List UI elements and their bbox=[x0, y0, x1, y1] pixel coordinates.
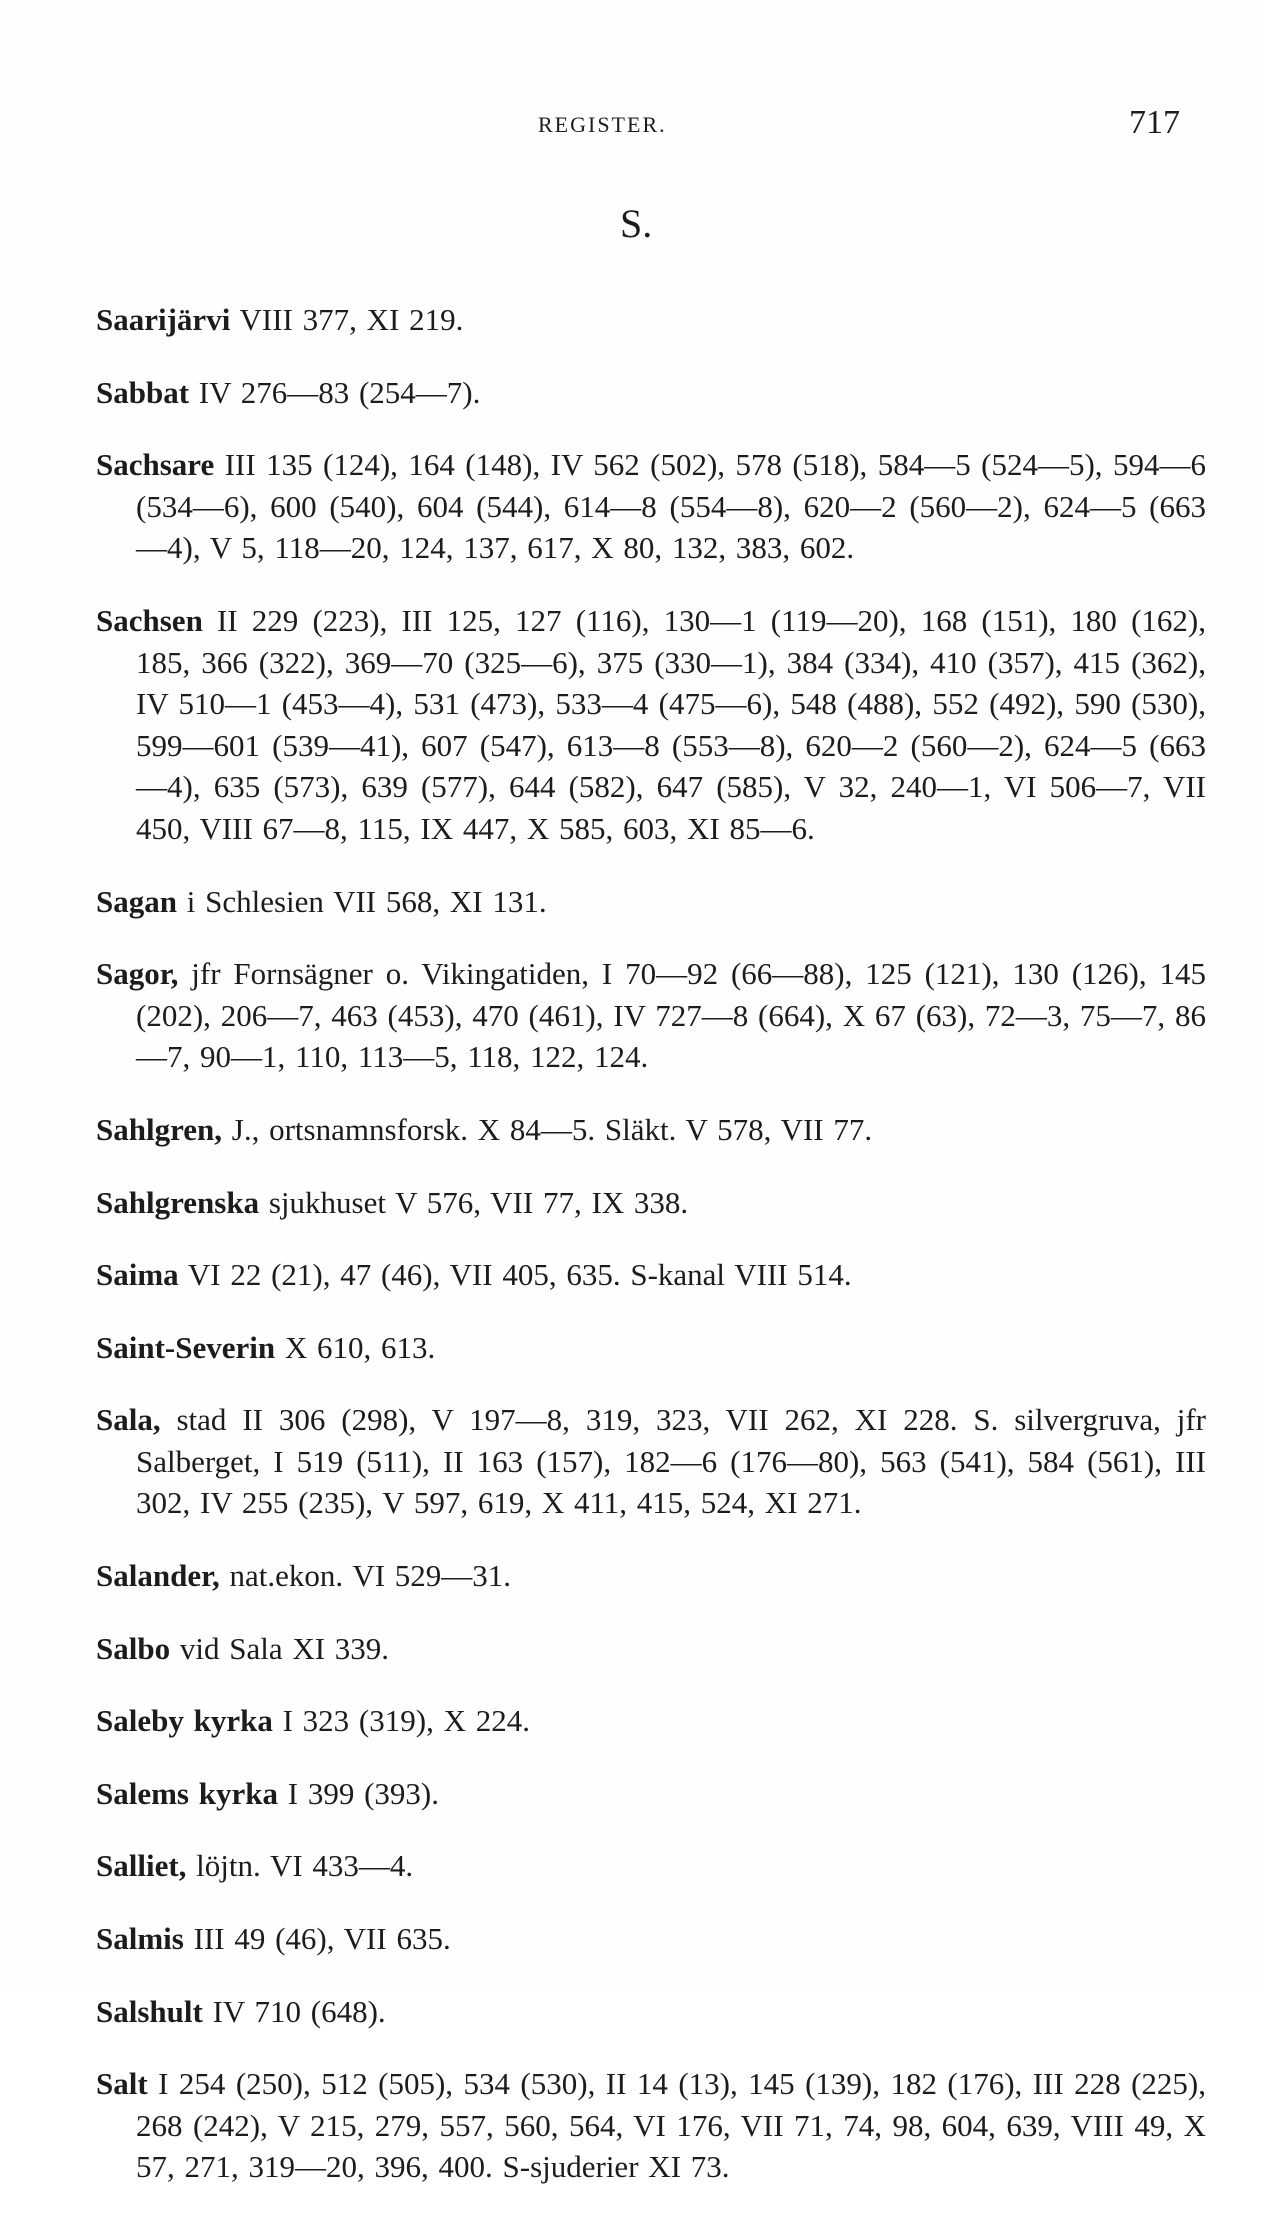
index-entries bbox=[96, 268, 1206, 2219]
entry-head: Saarijärvi bbox=[96, 302, 231, 337]
running-head bbox=[0, 104, 1264, 148]
entry-refs: IV 276—83 (254—7). bbox=[189, 374, 481, 410]
index-entry-sala bbox=[96, 1399, 1206, 1524]
entry-refs: X 610, 613. bbox=[275, 1329, 436, 1365]
index-entry-sagor bbox=[96, 953, 1206, 1078]
entry-refs: stad II 306 (298), V 197—8, 319, 323, VII 262, XI 228. S. silvergruva, jfr Salberget, I 519 (511), II 163 (157), 182—6 (176—80), 563 (541), 584 (561), III 302, IV 255 (235), V 597, 619, X 411, 415, 524, XI 271. bbox=[136, 1402, 1206, 1521]
index-entry-salshult bbox=[96, 1991, 1206, 2033]
entry-refs: jfr Fornsägner o. Vikingatiden, I 70—92 (66—88), 125 (121), 130 (126), 145 (202), 206—7, 463 (453), 470 (461), IV 727—8 (664), X 67 (63), 72—3, 75—7, 86—7, 90—1, 110, 113—5, 118, 122, 124. bbox=[136, 956, 1206, 1075]
entry-head: Salems kyrka bbox=[96, 1775, 278, 1811]
entry-refs: nat.ekon. VI 529—31. bbox=[219, 1558, 512, 1594]
entry-refs: vid Sala XI 339. bbox=[170, 1630, 390, 1666]
index-entry-sachsen bbox=[96, 600, 1206, 850]
entry-refs: i Schlesien VII 568, XI 131. bbox=[176, 883, 547, 919]
entry-head: Sachsen bbox=[96, 602, 203, 638]
index-entry-salbo bbox=[96, 1628, 1206, 1670]
entry-refs: I 254 (250), 512 (505), 534 (530), II 14 (13), 145 (139), 182 (176), III 228 (225), 268 (242), V 215, 279, 557, 560, 564, VI 176, VII 71, 74, 98, 604, 639, VIII 49, X 57, 271, 319—20, 396, 400. S-sjuderier XI 73. bbox=[136, 2066, 1206, 2185]
index-entry-sahlgren bbox=[96, 1109, 1206, 1151]
entry-head: Salbo bbox=[96, 1630, 171, 1666]
entry-refs: VIII 377, XI 219. bbox=[230, 302, 464, 337]
index-entry-saleby-kyrka bbox=[96, 1700, 1206, 1742]
index-entry-sachsare bbox=[96, 444, 1206, 569]
entry-refs: VI 22 (21), 47 (46), VII 405, 635. S-kanal VIII 514. bbox=[178, 1257, 852, 1293]
index-entry-salt bbox=[96, 2063, 1206, 2188]
entry-head: Sahlgren, bbox=[96, 1111, 223, 1147]
entry-head: Sachsare bbox=[96, 447, 215, 483]
entry-head: Sagan bbox=[96, 883, 177, 919]
index-entry-salems-kyrka bbox=[96, 1773, 1206, 1815]
index-entry-sabbat bbox=[96, 372, 1206, 414]
section-letter: S. bbox=[620, 201, 653, 246]
entry-head: Sahlgrenska bbox=[96, 1184, 260, 1220]
index-entry-saint-severin bbox=[96, 1327, 1206, 1369]
entry-refs: III 135 (124), 164 (148), IV 562 (502), 578 (518), 584—5 (524—5), 594—6 (534—6), 600 (540), 604 (544), 614—8 (554—8), 620—2 (560—2), 624—5 (663—4), V 5, 118—20, 124, 137, 617, X 80, 132, 383, 602. bbox=[136, 447, 1206, 566]
entry-head: Sala, bbox=[96, 1402, 161, 1438]
index-entry-saima bbox=[96, 1254, 1206, 1296]
entry-head: Sagor, bbox=[96, 956, 179, 992]
entry-head: Salt bbox=[96, 2066, 148, 2102]
entry-head: Salander, bbox=[96, 1558, 220, 1594]
running-title: REGISTER. bbox=[538, 112, 667, 137]
index-entry-saarijarvi bbox=[96, 299, 1206, 341]
entry-refs: I 323 (319), X 224. bbox=[272, 1703, 530, 1739]
entry-refs: I 399 (393). bbox=[278, 1775, 439, 1811]
entry-head: Saima bbox=[96, 1257, 179, 1293]
index-entry-salander bbox=[96, 1555, 1206, 1597]
entry-head: Saleby kyrka bbox=[96, 1703, 273, 1739]
entry-refs: IV 710 (648). bbox=[202, 1993, 386, 2029]
entry-head: Sabbat bbox=[96, 374, 190, 410]
entry-head: Salmis bbox=[96, 1921, 184, 1957]
entry-refs: löjtn. VI 433—4. bbox=[186, 1848, 414, 1884]
entry-refs: J., ortsnamnsforsk. X 84—5. Släkt. V 578, VII 77. bbox=[222, 1111, 873, 1147]
index-entry-salliet bbox=[96, 1845, 1206, 1887]
entry-head: Salshult bbox=[96, 1993, 203, 2029]
entry-refs: II 229 (223), III 125, 127 (116), 130—1 (119—20), 168 (151), 180 (162), 185, 366 (322), 369—70 (325—6), 375 (330—1), 384 (334), 410 (357), 415 (362), IV 510—1 (453—4), 531 (473), 533—4 (475—6), 548 (488), 552 (492), 590 (530), 599—601 (539—41), 607 (547), 613—8 (553—8), 620—2 (560—2), 624—5 (663—4), 635 (573), 639 (577), 644 (582), 647 (585), V 32, 240—1, VI 506—7, VII 450, VIII 67—8, 115, IX 447, X 585, 603, XI 85—6. bbox=[136, 602, 1206, 846]
entry-head: Saint-Severin bbox=[96, 1329, 276, 1365]
page-number: 717 bbox=[1129, 104, 1180, 141]
index-entry-sahlgrenska bbox=[96, 1182, 1206, 1224]
index-entry-salmis bbox=[96, 1918, 1206, 1960]
index-entry-sagan bbox=[96, 881, 1206, 923]
entry-head: Salliet, bbox=[96, 1848, 187, 1884]
entry-refs: III 49 (46), VII 635. bbox=[183, 1921, 451, 1957]
entry-refs: sjukhuset V 576, VII 77, IX 338. bbox=[259, 1184, 689, 1220]
